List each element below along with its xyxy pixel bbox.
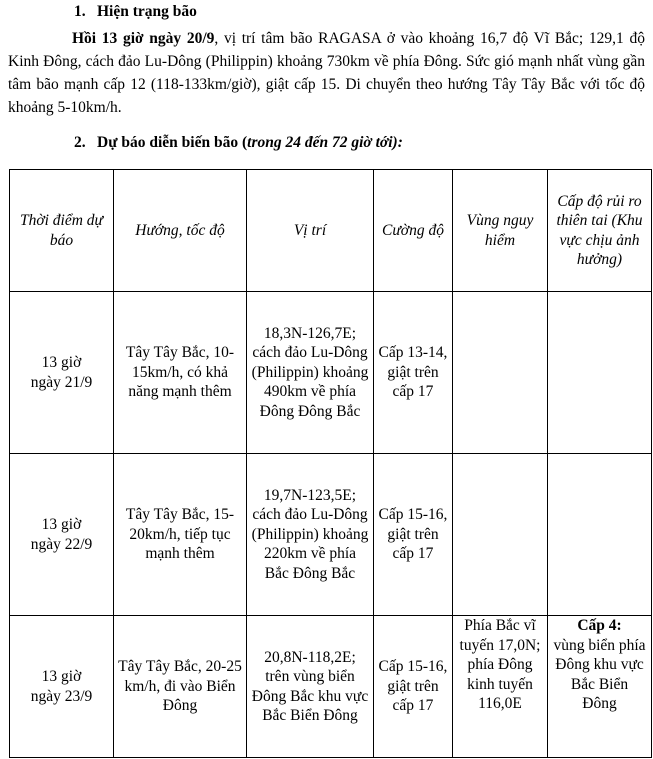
- risk-level-cell: [548, 292, 652, 454]
- intensity-cell: Cấp 15-16, giật trên cấp 17: [374, 616, 453, 758]
- time-date: ngày 22/9: [30, 535, 93, 553]
- section-1-title: Hiện trạng bão: [97, 3, 197, 20]
- table-row: [10, 292, 652, 454]
- danger-zone-cell: Phía Bắc vĩ tuyến 17,0N; phía Đông kinh tuyến 116,0E: [453, 616, 548, 758]
- section-2-number: 2.: [74, 134, 86, 151]
- time-hour: 13 giờ: [41, 516, 82, 533]
- position-cell: 19,7N-123,5E; cách đảo Lu-Dông (Philippin) khoảng 220km về phía Bắc Đông Bắc: [247, 454, 374, 616]
- direction-cell: Tây Tây Bắc, 15-20km/h, tiếp tục mạnh thêm: [114, 454, 247, 616]
- risk-area: vùng biển phía Đông khu vực Bắc Biển Đông: [553, 636, 646, 712]
- forecast-time-cell: [10, 292, 114, 454]
- time-hour: 13 giờ: [41, 668, 82, 685]
- direction-cell: Tây Tây Bắc, 10-15km/h, có khả năng mạnh thêm: [114, 292, 247, 454]
- section-2-title: Dự báo diễn biến bão (: [97, 134, 248, 151]
- forecast-table: [9, 169, 652, 758]
- table-header-row: [10, 170, 652, 292]
- status-text: , vị trí tâm bão RAGASA ở vào khoảng 16,7 độ Vĩ Bắc; 129,1 độ Kinh Đông, cách đảo Lu-Dông (Philippin) khoảng 730km về phía Đông. Sức gió mạnh nhất vùng gần tâm bão mạnh cấp 12 (118-133km/giờ), giật cấp 15. Di chuyển theo hướng Tây Tây Bắc với tốc độ khoảng 5-10km/h.: [8, 30, 645, 116]
- status-time-lead: Hồi 13 giờ ngày 20/9: [72, 30, 215, 47]
- table-row: [10, 454, 652, 616]
- danger-zone-cell: [453, 292, 548, 454]
- header-danger-zone: Vùng nguy hiểm: [453, 170, 548, 292]
- risk-level-label: Cấp 4:: [577, 617, 622, 634]
- intensity-cell: Cấp 15-16, giật trên cấp 17: [374, 454, 453, 616]
- time-hour: 13 giờ: [41, 354, 82, 371]
- direction-cell: Tây Tây Bắc, 20-25 km/h, đi vào Biển Đông: [114, 616, 247, 758]
- time-date: ngày 21/9: [30, 373, 93, 391]
- header-intensity: Cường độ: [374, 170, 453, 292]
- header-position: Vị trí: [247, 170, 374, 292]
- position-cell: 20,8N-118,2E; trên vùng biển Đông Bắc khu vực Bắc Biển Đông: [247, 616, 374, 758]
- header-risk-level: Cấp độ rủi ro thiên tai (Khu vực chịu ảnh hưởng): [548, 170, 652, 292]
- section-2-title-italic: trong 24 đến 72 giờ tới):: [247, 134, 403, 151]
- storm-status-paragraph: [8, 27, 645, 119]
- position-cell: 18,3N-126,7E; cách đảo Lu-Dông (Philippin) khoảng 490km về phía Đông Đông Bắc: [247, 292, 374, 454]
- table-row: [10, 616, 652, 758]
- section-1-number: 1.: [74, 3, 86, 20]
- header-direction-speed: Hướng, tốc độ: [114, 170, 247, 292]
- section-1-heading: [74, 2, 197, 22]
- forecast-time-cell: [10, 454, 114, 616]
- risk-level-cell: [548, 454, 652, 616]
- intensity-cell: Cấp 13-14, giật trên cấp 17: [374, 292, 453, 454]
- time-date: ngày 23/9: [30, 687, 93, 705]
- header-forecast-time: Thời điểm dự báo: [10, 170, 114, 292]
- risk-level-cell: [548, 616, 652, 758]
- forecast-time-cell: [10, 616, 114, 758]
- danger-zone-cell: [453, 454, 548, 616]
- section-2-heading: [74, 133, 403, 153]
